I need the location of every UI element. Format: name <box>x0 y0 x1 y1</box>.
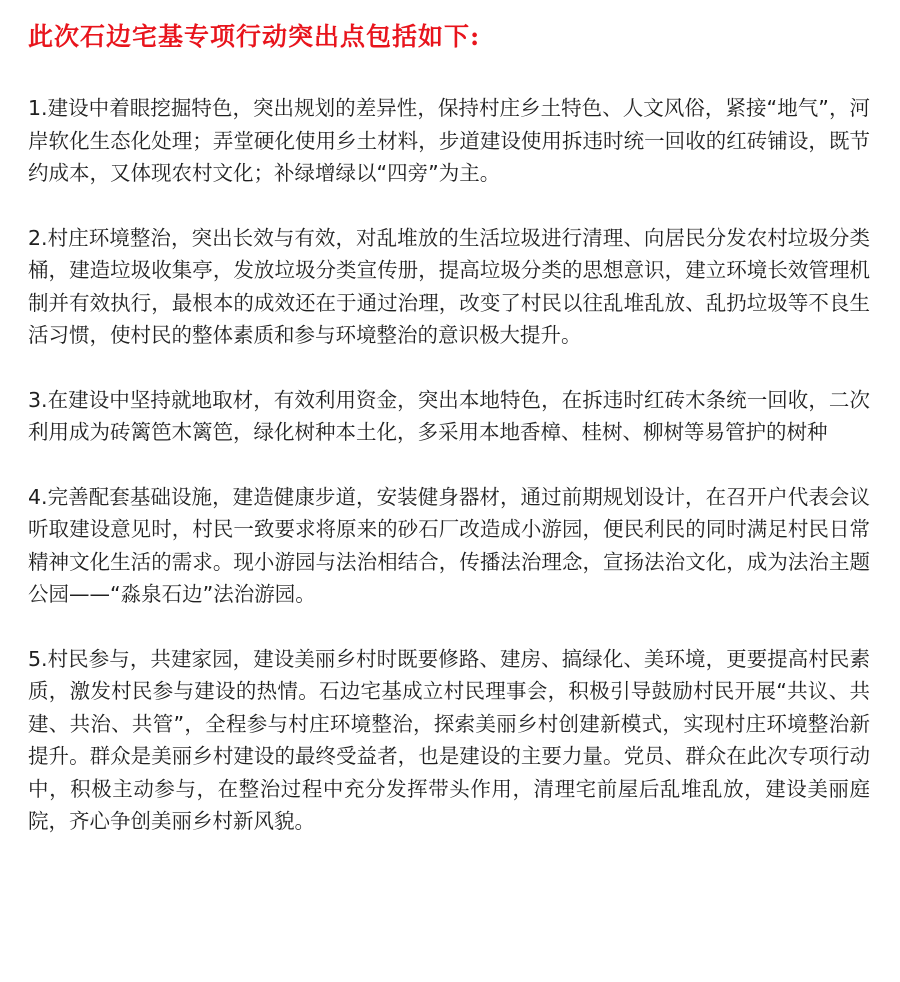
paragraph-4: 4.完善配套基础设施，建造健康步道，安装健身器材，通过前期规划设计，在召开户代表会议听取建设意见时，村民一致要求将原来的砂石厂改造成小游园，便民利民的同时满足村民日常精神文化生活的需求。现小游园与法治相结合，传播法治理念，宣扬法治文化，成为法治主题公园——“淼泉石边”法治游园。 <box>28 484 870 606</box>
paragraph-2: 2.村庄环境整治，突出长效与有效，对乱堆放的生活垃圾进行清理、向居民分发农村垃圾分类桶，建造垃圾收集亭，发放垃圾分类宣传册，提高垃圾分类的思想意识，建立环境长效管理机制并有效执行，最根本的成效还在于通过治理，改变了村民以往乱堆乱放、乱扔垃圾等不良生活习惯，使村民的整体素质和参与环境整治的意识极大提升。 <box>28 225 870 347</box>
paragraph-3: 3.在建设中坚持就地取材，有效利用资金，突出本地特色，在拆违时红砖木条统一回收，二次利用成为砖篱笆木篱笆，绿化树种本土化，多采用本地香樟、桂树、柳树等易管护的树种 <box>28 387 870 444</box>
article-title: 此次石边宅基专项行动突出点包括如下: <box>28 22 481 51</box>
paragraph-1: 1.建设中着眼挖掘特色，突出规划的差异性，保持村庄乡土特色、人文风俗，紧接“地气”，河岸软化生态化处理；弄堂硬化使用乡土材料，步道建设使用拆违时统一回收的红砖铺设，既节约成本，又体现农村文化；补绿增绿以“四旁”为主。 <box>28 96 870 185</box>
paragraph-5: 5.村民参与，共建家园，建设美丽乡村时既要修路、建房、搞绿化、美环境，更要提高村民素质，激发村民参与建设的热情。石边宅基成立村民理事会，积极引导鼓励村民开展“共议、共建、共治、共管”，全程参与村庄环境整治，探索美丽乡村创建新模式，实现村庄环境整治新提升。群众是美丽乡村建设的最终受益者，也是建设的主要力量。党员、群众在此次专项行动中，积极主动参与，在整治过程中充分发挥带头作用，清理宅前屋后乱堆乱放，建设美丽庭院，齐心争创美丽乡村新风貌。 <box>28 646 870 833</box>
